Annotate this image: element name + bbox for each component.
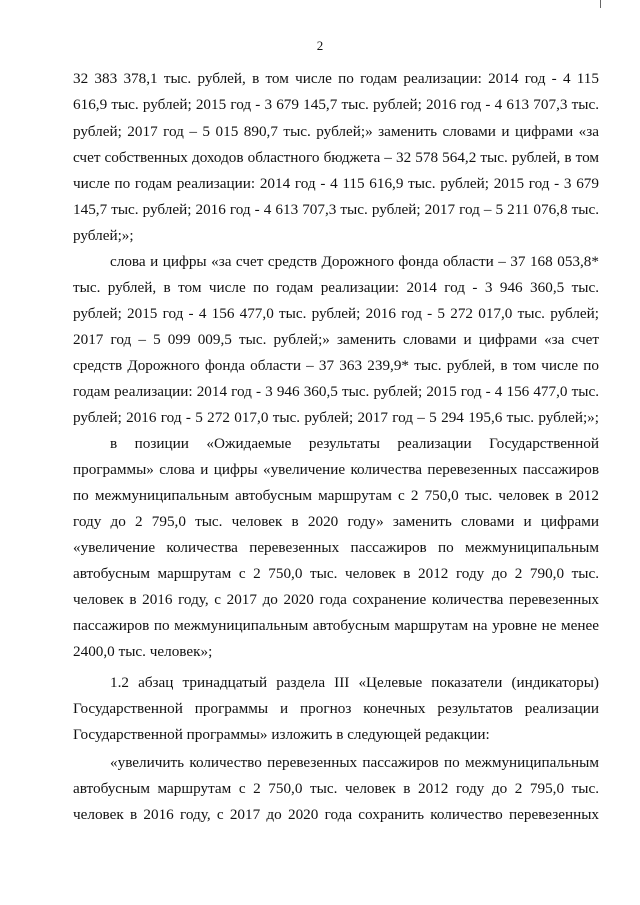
text-line: в позиции «Ожидаемые результаты реализации Государственной: [110, 435, 599, 452]
text-line: году до 2 795,0 тыс. человек в 2020 году» заменить словами и цифрами: [73, 513, 599, 530]
text-line: тыс. рублей, в том числе по годам реализации: 2014 год - 3 946 360,5 тыс.: [73, 279, 599, 296]
text-line: рублей; 2015 год - 4 156 477,0 тыс. рублей; 2016 год - 5 272 017,0 тыс. рублей;: [73, 305, 599, 322]
text-line: слова и цифры «за счет средств Дорожного фонда области – 37 168 053,8*: [110, 253, 599, 270]
text-line: 2017 год – 5 099 009,5 тыс. рублей;» заменить словами и цифрами «за счет: [73, 331, 599, 348]
text-line: 32 383 378,1 тыс. рублей, в том числе по годам реализации: 2014 год - 4 115: [73, 70, 599, 87]
text-line: рублей;»;: [73, 227, 134, 244]
page-number: 2: [316, 38, 324, 53]
text-line: числе по годам реализации: 2014 год - 4 115 616,9 тыс. рублей; 2015 год - 3 679: [73, 175, 599, 192]
text-line: средств Дорожного фонда области – 37 363 239,9* тыс. рублей, в том числе по: [73, 357, 599, 374]
text-line: программы» слова и цифры «увеличение количества перевезенных пассажиров: [73, 461, 599, 478]
text-line: по межмуниципальным автобусным маршрутам с 2 750,0 тыс. человек в 2012: [73, 487, 599, 504]
text-line: рублей; 2017 год – 5 015 890,7 тыс. рублей;» заменить словами и цифрами «за: [73, 123, 599, 140]
text-line: 2400,0 тыс. человек»;: [73, 643, 213, 660]
text-line: «увеличение количества перевезенных пассажиров по межмуниципальным: [73, 539, 599, 556]
text-line: человек в 2016 году, с 2017 до 2020 года сохранить количество перевезенных: [73, 806, 599, 823]
text-line: Государственной программы и прогноз конечных результатов реализации: [73, 700, 599, 717]
text-line: человек в 2016 году, с 2017 до 2020 года сохранение количества перевезенных: [73, 591, 599, 608]
text-line: автобусным маршрутам с 2 750,0 тыс. человек в 2012 году до 2 790,0 тыс.: [73, 565, 599, 582]
text-line: рублей; 2016 год - 5 272 017,0 тыс. рублей; 2017 год – 5 294 195,6 тыс. рублей;»;: [73, 409, 599, 426]
text-line: годам реализации: 2014 год - 3 946 360,5 тыс. рублей; 2015 год - 4 156 477,0 тыс.: [73, 383, 599, 400]
text-line: автобусным маршрутам с 2 750,0 тыс. человек в 2012 году до 2 795,0 тыс.: [73, 780, 599, 797]
text-line: 145,7 тыс. рублей; 2016 год - 4 613 707,3 тыс. рублей; 2017 год – 5 211 076,8 тыс.: [73, 201, 599, 218]
scan-edge-mark: [600, 0, 605, 8]
text-line: Государственной программы» изложить в следующей редакции:: [73, 726, 490, 743]
text-line: 616,9 тыс. рублей; 2015 год - 3 679 145,7 тыс. рублей; 2016 год - 4 613 707,3 тыс.: [73, 96, 599, 113]
text-line: 1.2 абзац тринадцатый раздела III «Целевые показатели (индикаторы): [110, 674, 599, 691]
text-line: пассажиров по межмуниципальным автобусным маршрутам на уровне не менее: [73, 617, 599, 634]
text-line: «увеличить количество перевезенных пассажиров по межмуниципальным: [110, 754, 599, 771]
text-line: счет собственных доходов областного бюджета – 32 578 564,2 тыс. рублей, в том: [73, 149, 599, 166]
